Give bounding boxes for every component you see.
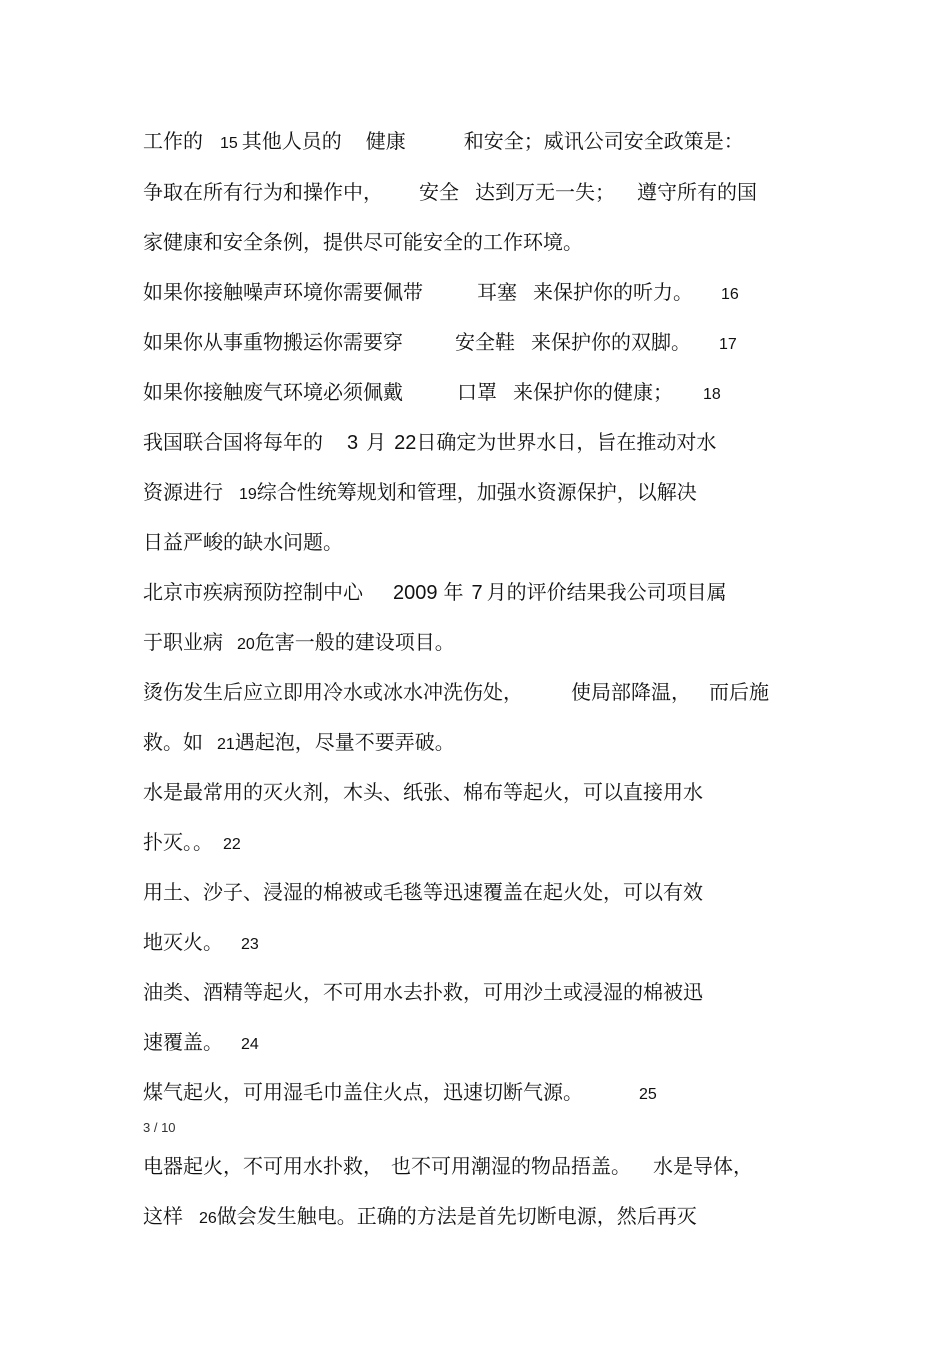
number-text: 22 [394,432,417,454]
text-seg: 危害一般的建设项目。 [254,630,455,654]
blank-number: 26 [199,1210,217,1227]
text-seg: 这样 [143,1204,183,1228]
text-seg: 其他人员的 [241,129,342,153]
text-line-1 [143,126,744,156]
number-text: 3 [347,432,359,454]
text-seg: 来保护你的健康； [513,380,673,404]
blank-number: 16 [721,286,739,303]
text-seg: 家健康和安全条例，提供尽可能安全的工作环境。 [143,230,583,254]
blank-number: 23 [241,936,259,953]
blank-number: 18 [703,386,721,403]
text-seg: 月的评价结果我公司项目属 [486,580,727,604]
text-seg: 我国联合国将每年的 [143,430,323,454]
text-seg: 日确定为世界水日，旨在推动对水 [416,430,717,454]
text-line-21 [143,1151,753,1181]
text-line-9 [143,527,343,557]
text-seg: 遵守所有的国 [637,180,757,204]
blank-number: 20 [237,636,255,653]
answer-text: 健康 [365,129,406,153]
text-seg: 救。如 [143,730,203,754]
text-line-4 [143,277,739,307]
text-seg: 和安全；威讯公司安全政策是： [463,129,744,153]
text-seg: 做会发生触电。正确的方法是首先切断电源，然后再灭 [216,1204,697,1228]
text-seg: 而后施 [709,680,769,704]
text-line-10 [143,577,727,607]
text-line-14 [143,777,703,807]
answer-text: 安全 [419,180,459,204]
blank-number: 22 [223,836,241,853]
text-line-19 [143,1027,259,1057]
text-seg: 资源进行 [143,480,223,504]
number-text: 7 [471,582,483,604]
text-seg: 也不可用潮湿的物品捂盖。 [391,1154,631,1178]
text-seg: 日益严峻的缺水问题。 [143,530,343,554]
text-seg: 地灭火。 [143,930,223,954]
blank-number: 25 [639,1086,657,1103]
text-seg: 年 [443,580,464,604]
text-seg: 月 [366,430,387,454]
answer-text: 耳塞 [477,280,517,304]
text-line-17 [143,927,259,957]
text-seg: 如果你从事重物搬运你需要穿 [143,330,403,354]
text-line-6 [143,377,721,407]
text-line-13 [143,727,455,757]
answer-text: 安全鞋 [455,330,515,354]
number-text: 2009 [393,582,438,604]
text-line-3 [143,227,583,257]
text-seg: 用土、沙子、浸湿的棉被或毛毯等迅速覆盖在起火处，可以有效 [143,880,703,904]
text-line-18 [143,977,703,1007]
text-seg: 于职业病 [143,630,223,654]
text-line-16 [143,877,703,907]
text-line-7 [143,427,716,457]
text-seg: 扑灭。。 [143,830,213,854]
text-seg: 速覆盖。 [143,1030,223,1054]
text-seg: 水是导体， [653,1154,753,1178]
text-seg: 油类、酒精等起火，不可用水去扑救，可用沙土或浸湿的棉被迅 [143,980,703,1004]
text-line-8 [143,477,697,507]
blank-number: 24 [241,1036,259,1053]
page-number: 3 / 10 [143,1120,176,1135]
text-seg: 争取在所有行为和操作中， [143,180,383,204]
blank-number: 19 [239,486,257,503]
text-line-5 [143,327,737,357]
blank-number: 17 [719,336,737,353]
text-seg: 烫伤发生后应立即用冷水或冰水冲洗伤处， [143,680,523,704]
text-seg: 如果你接触噪声环境你需要佩带 [143,280,423,304]
text-seg: 北京市疾病预防控制中心 [143,580,363,604]
text-seg: 达到万无一失； [475,180,615,204]
blank-number: 21 [217,736,235,753]
text-line-11 [143,627,455,657]
text-seg: 水是最常用的灭火剂，木头、纸张、棉布等起火，可以直接用水 [143,780,703,804]
text-line-12 [143,677,769,707]
text-seg: 电器起火，不可用水扑救， [143,1154,383,1178]
text-seg: 如果你接触废气环境必须佩戴 [143,380,403,404]
answer-text: 口罩 [457,380,497,404]
text-seg: 来保护你的双脚。 [531,330,691,354]
blank-number: 15 [220,135,238,152]
text-seg: 遇起泡，尽量不要弄破。 [234,730,455,754]
text-line-15 [143,827,241,857]
text-line-22 [143,1201,697,1231]
text-line-20 [143,1077,657,1107]
text-seg: 来保护你的听力。 [533,280,693,304]
text-seg: 煤气起火，可用湿毛巾盖住火点，迅速切断气源。 [143,1080,583,1104]
text-line-2 [143,177,757,207]
text-seg: 综合性统筹规划和管理，加强水资源保护，以解决 [256,480,697,504]
text-seg: 使局部降温， [571,680,691,704]
text-seg: 工作的 [143,129,203,153]
